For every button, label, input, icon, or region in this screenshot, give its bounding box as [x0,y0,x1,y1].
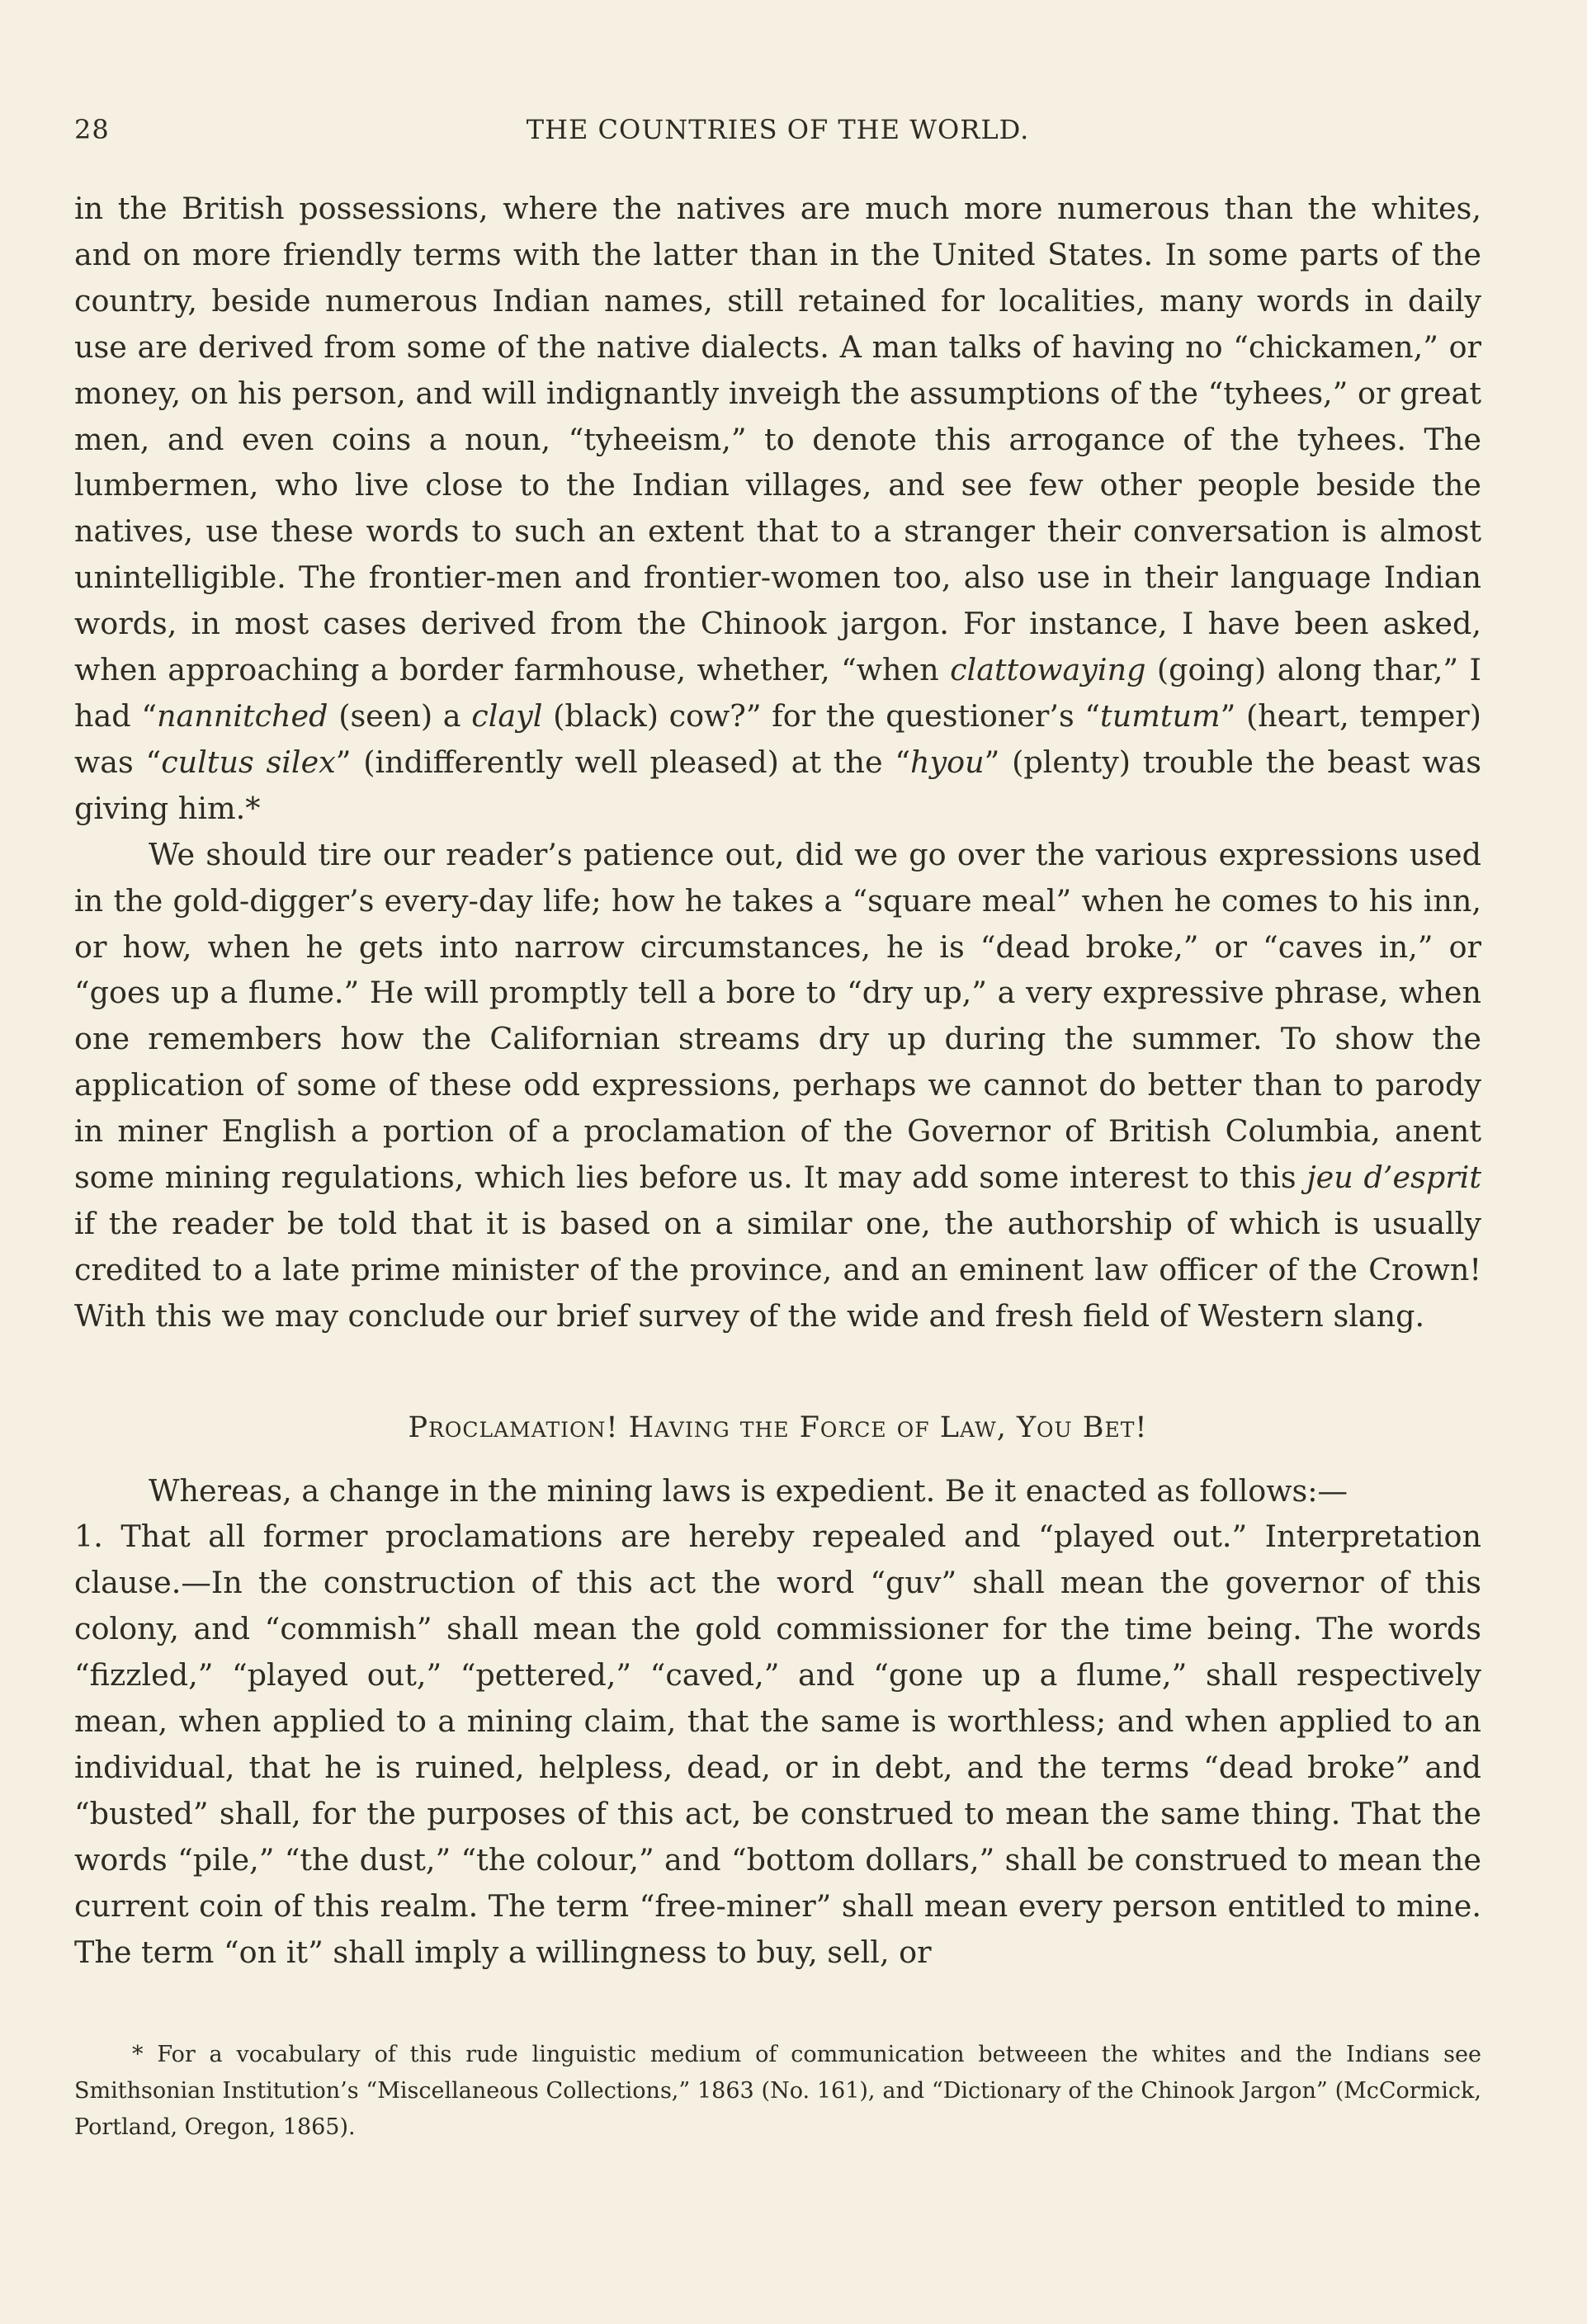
proclamation-heading: Proclamation! Having the Force of Law, You Bet! [408,1410,1148,1444]
page-header [74,114,1481,155]
italic-term: cultus silex [161,744,336,780]
footnote [74,2037,1481,2146]
paragraph: Whereas, a change in the mining laws is expedient. Be it enacted as follows:— [149,1472,1348,1509]
italic-term: tumtum [1100,697,1221,734]
paragraph: in the British possessions, where the natives are much more numerous than the whites, and on more friendly terms with the latter than in the United States. In some parts of the country, beside numerous Indian names, still retained for localities, many words in daily use are derived from some of the native dialects. A man talks of having no “chickamen,” or money, on his person, and will indignantly inveigh the assumptions of the “tyhees,” or great men, and even coins a noun, “tyheeism,” to denote this arrogance of the tyhees. The lumbermen, who live close to the Indian villages, and see few other people beside the natives, use these words to such an extent that to a stranger their conversation is almost unintelligible. The frontier-men and frontier-women too, also use in their language Indian words, in most cases derived from the Chinook jargon. For instance, I have been asked, when approaching a border farmhouse, whether, “when clattowaying (going) along thar,” I had “nannitched (seen) a clayl (black) cow?” for the questioner’s “tumtum” (heart, temper) was “cultus silex” (indifferently well pleased) at the “hyou” (plenty) trouble the beast was giving him.* [74,191,1481,826]
paragraph: 1. That all former proclamations are hereby repealed and “played out.” Interpretation clause.—In the construction of this act the word “guv” shall mean the governor of this colony, and “commish” shall mean the gold commissioner for the time being. The words “fizzled,” “played out,” “pettered,” “caved,” and “gone up a flume,” shall respectively mean, when applied to a mining claim, that the same is worthless; and when applied to an individual, that he is ruined, helpless, dead, or in debt, and the terms “dead broke” and “busted” shall, for the purposes of this act, be construed to mean the same thing. That the words “pile,” “the dust,” “the colour,” and “bottom dollars,” shall be construed to mean the current coin of this realm. The term “free-miner” shall mean every person entitled to mine. The term “on it” shall imply a willingness to buy, sell, or [74,1519,1481,1970]
page-number: 28 [74,114,110,145]
italic-term: clayl [471,697,543,734]
italic-term: hyou [910,744,985,780]
book-page [74,0,1481,2324]
footnote-text: * For a vocabulary of this rude linguistic medium of communication betweeen the whites and the Indians see Smithsonian Institution’s “Miscellaneous Collections,” 1863 (No. 161), and “Dictionary of the Chinook Jargon” (McCormick, Portland, Oregon, 1865). [74,2042,1481,2140]
italic-term: jeu d’esprit [1306,1160,1481,1196]
running-title: THE COUNTRIES OF THE WORLD. [526,114,1030,145]
paragraph: We should tire our reader’s patience out, did we go over the various expressions used in the gold-digger’s every-day life; how he takes a “square meal” when he comes to his inn, or how, when he gets into narrow circumstances, he is “dead broke,” or “caves in,” or “goes up a flume.” He will promptly tell a bore to “dry up,” a very expressive phrase, when one remembers how the Californian streams dry up during the summer. To show the application of some of these odd expressions, perhaps we cannot do better than to parody in miner English a portion of a proclamation of the Governor of British Columbia, anent some mining regulations, which lies before us. It may add some interest to this jeu d’esprit if the reader be told that it is based on a similar one, the authorship of which is usually credited to a late prime minister of the province, and an eminent law officer of the Crown! With this we may conclude our brief survey of the wide and fresh field of Western slang. [74,836,1481,1334]
body-text [74,186,1481,1976]
italic-term: nannitched [156,697,328,734]
italic-term: clattowaying [950,652,1146,688]
